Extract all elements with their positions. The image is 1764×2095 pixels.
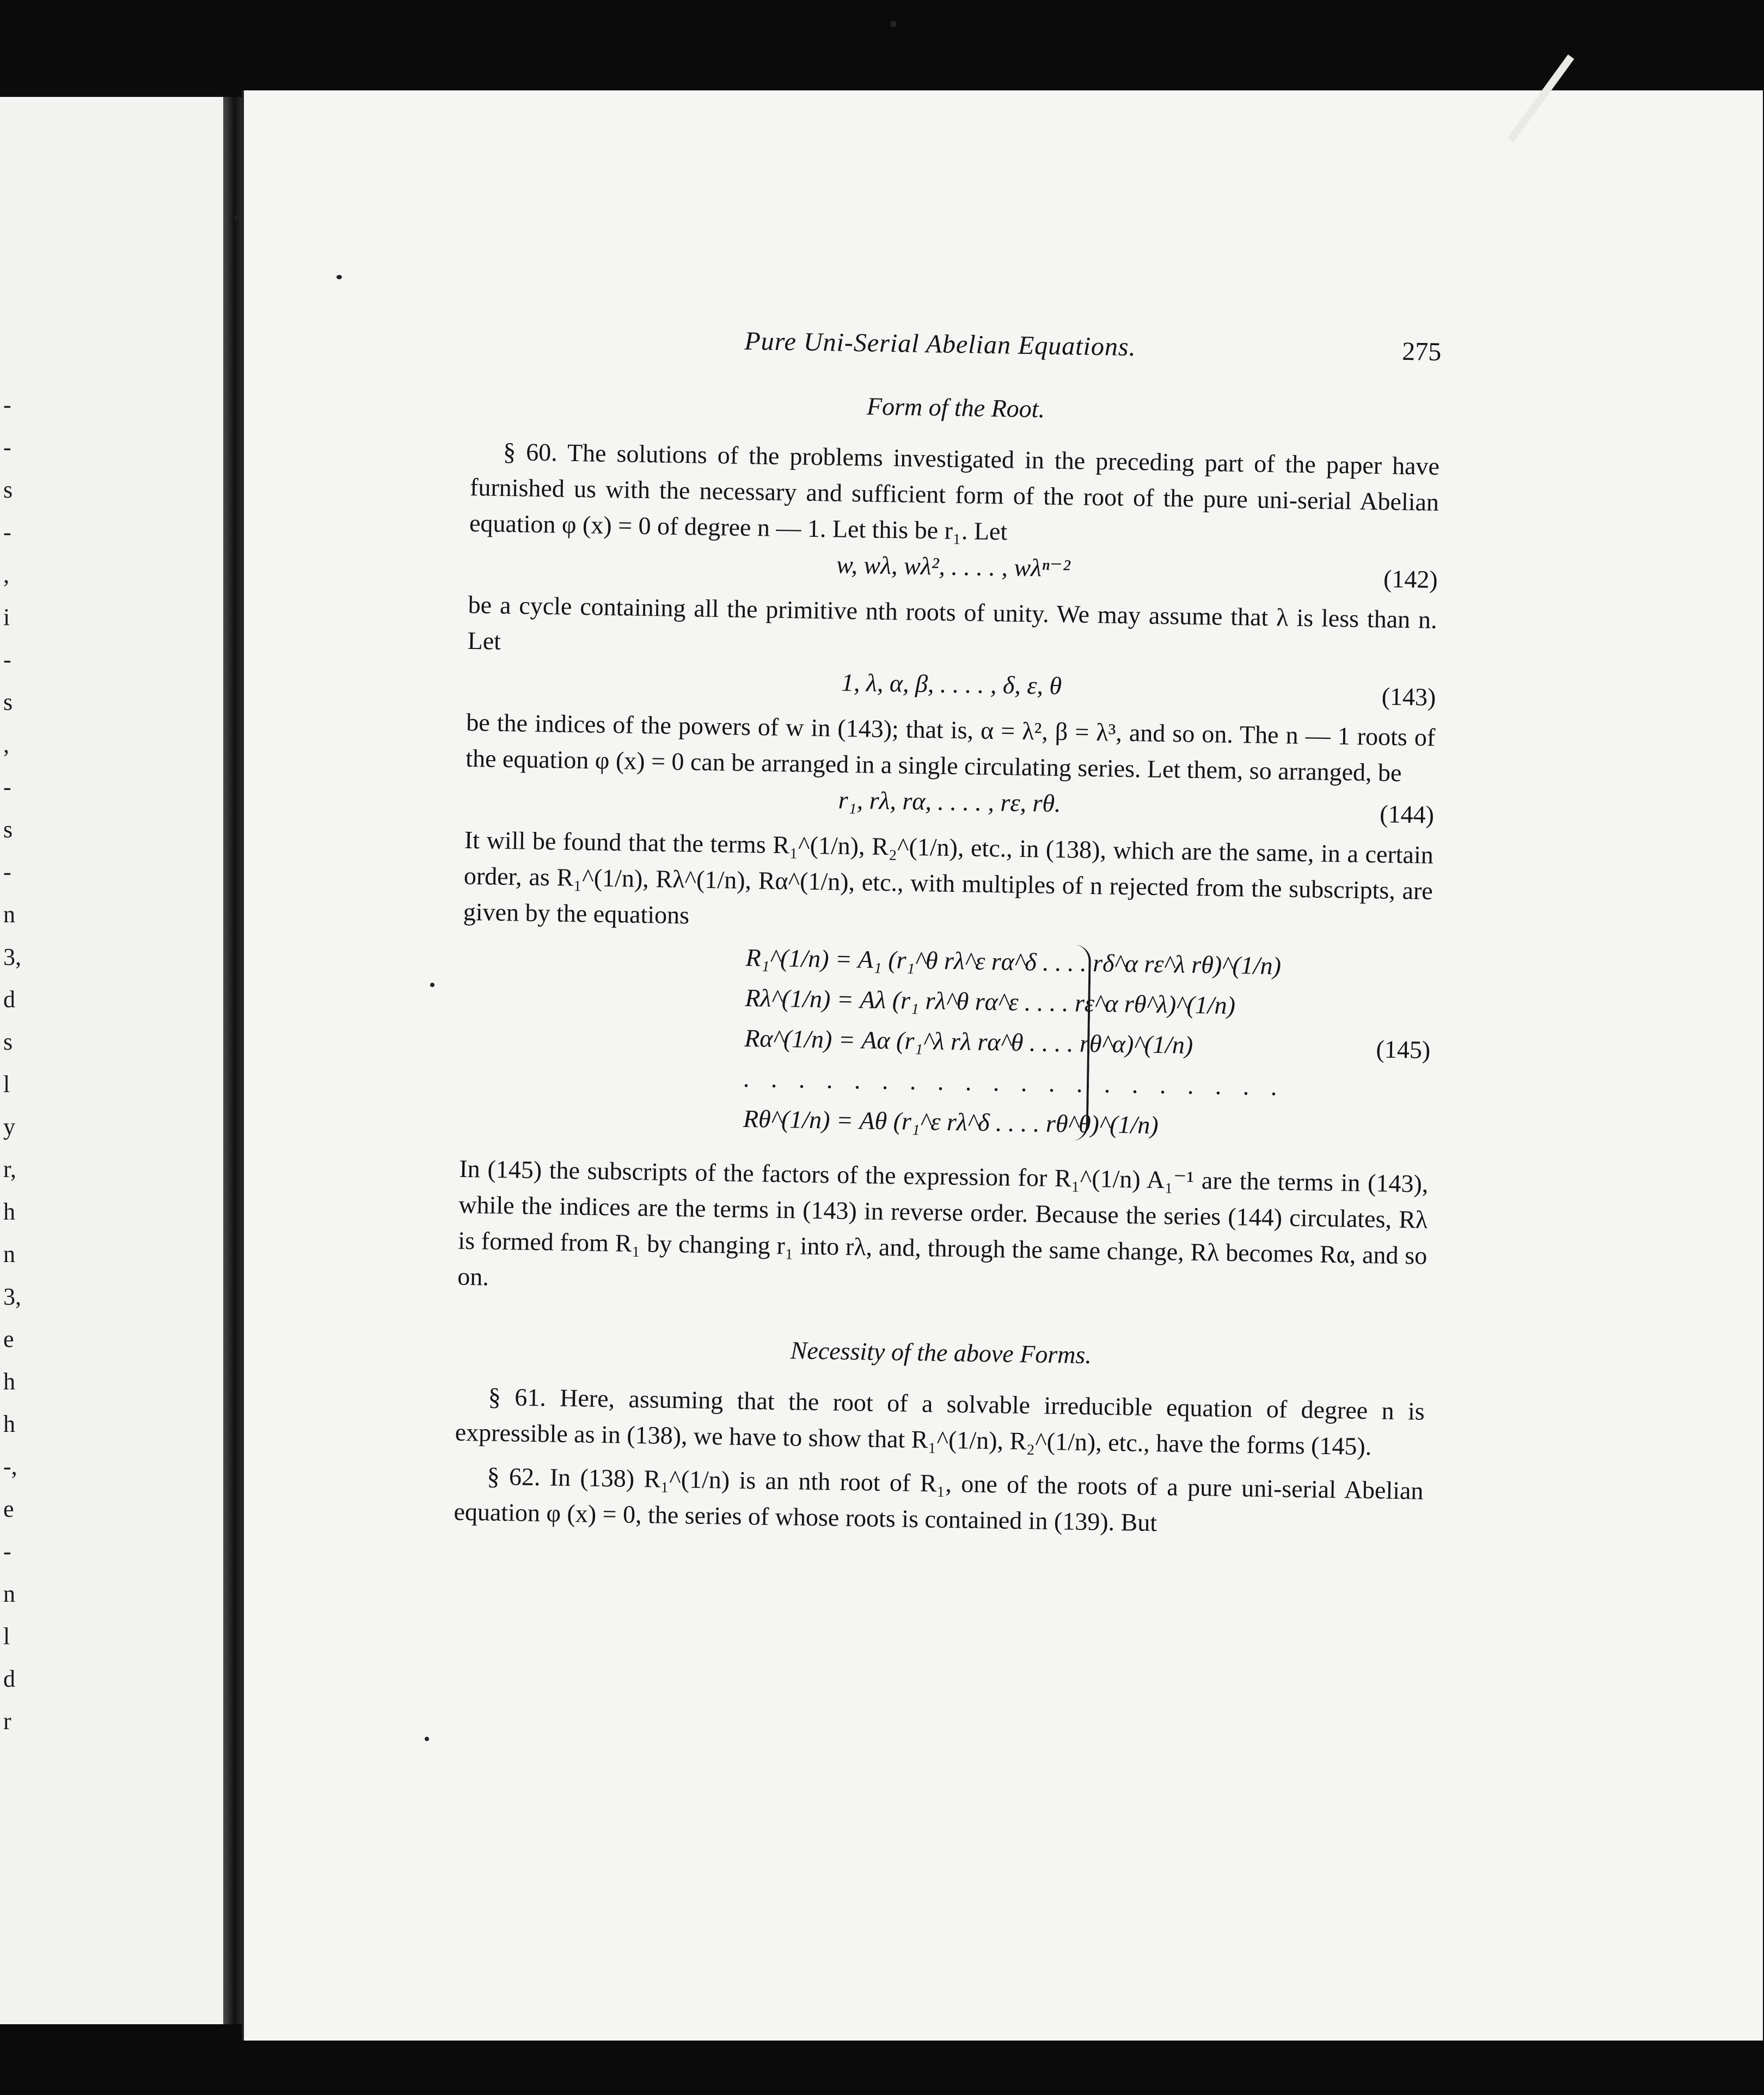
running-head <box>472 319 1442 378</box>
paragraph-60e: In (145) the subscripts of the factors of the expression for R₁^(1/n) A₁⁻¹ are the terms in (143), while the indices are the terms in (143) in reverse order. Because the series (144) circulates, Rλ is formed from R₁ by changing r₁ into rλ, and, through the same change, Rλ becomes Rα, and so on. <box>457 1154 1429 1291</box>
margin-char: s <box>3 816 13 843</box>
speck <box>890 21 897 27</box>
margin-char: e <box>3 1326 14 1352</box>
equation-145-line: Rα^(1/n) = Aα (r₁^λ rλ rα^θ . . . . rθ^α)^(1/n) <box>744 1024 1193 1059</box>
margin-char: y <box>3 1113 15 1140</box>
margin-char: - <box>3 434 11 461</box>
paragraph-60d: It will be found that the terms R₁^(1/n), R₂^(1/n), etc., in (138), which are the same, in a certain order, as R₁^(1/n), Rλ^(1/n), Rα^(1/n), etc., with multiples of n rejected from the subscripts, are given by the equations <box>463 825 1434 929</box>
margin-char: -, <box>3 1453 17 1480</box>
margin-char: - <box>3 519 11 546</box>
margin-char: - <box>3 391 11 418</box>
margin-char: n <box>3 1581 15 1607</box>
margin-char: i <box>3 604 10 630</box>
section-title-necessity: Necessity of the above Forms. <box>790 1336 1092 1369</box>
paragraph-60c: be the indices of the powers of w in (143); that is, α = λ², β = λ³, and so on. The n — 1 roots of the equation φ (x) = 0 can be arranged in a single circulating series. Let them, so arranged, be <box>465 708 1436 787</box>
margin-char: h <box>3 1368 15 1395</box>
equation-145-ellipsis: . . . . . . . . . . . . . . . . . . . . <box>743 1064 1285 1101</box>
paragraph-60a: § 60. The solutions of the problems investigated in the preceding part of the paper have furnished us with the necessary and sufficient form of the root of the pure uni-serial Abelian equation φ (x) = 0 of degree n — 1. Let this be r₁. Let <box>469 437 1440 546</box>
equation-142-body: w, wλ, wλ², . . . . , wλⁿ⁻² <box>836 550 1071 583</box>
speck <box>425 1737 429 1741</box>
equation-145-line: Rθ^(1/n) = Aθ (r₁^ε rλ^δ . . . . rθ^θ)^(1/n) <box>743 1104 1159 1139</box>
margin-char: r <box>3 1708 11 1735</box>
page-number: 275 <box>1401 336 1442 366</box>
facing-page-margin-text <box>0 97 33 2024</box>
margin-char: l <box>3 1071 10 1098</box>
margin-char: , <box>3 561 9 588</box>
margin-char: - <box>3 859 11 885</box>
margin-char: h <box>3 1411 15 1437</box>
equation-144-body: r₁, rλ, rα, . . . . , rε, rθ. <box>838 786 1061 818</box>
paragraph-60b: be a cycle containing all the primitive nth roots of unity. We may assume that λ is less than n. Let <box>467 590 1437 655</box>
margin-char: 3, <box>3 944 21 970</box>
margin-char: s <box>3 476 13 503</box>
right-brace <box>1069 945 1091 1141</box>
margin-char: h <box>3 1198 15 1225</box>
margin-char: d <box>3 986 15 1013</box>
margin-char: s <box>3 689 13 715</box>
margin-char: n <box>3 901 15 928</box>
margin-char: e <box>3 1496 14 1522</box>
margin-char: 3, <box>3 1283 21 1310</box>
equation-system-145 <box>460 935 1432 1157</box>
margin-char: l <box>3 1623 10 1650</box>
equation-143-body: 1, λ, α, β, . . . . , δ, ε, θ <box>841 668 1062 700</box>
paragraph-61: § 61. Here, assuming that the root of a solvable irreducible equation of degree n is expressible as in (138), we have to show that R₁^(1/n), R₂^(1/n), etc., have the forms (145). <box>455 1382 1425 1461</box>
equation-145-line: Rλ^(1/n) = Aλ (r₁ rλ^θ rα^ε . . . . rε^α rθ^λ)^(1/n) <box>745 984 1236 1020</box>
book-gutter <box>223 97 242 2024</box>
paragraph-62: § 62. In (138) R₁^(1/n) is an nth root of R₁, one of the roots of a pure uni-serial Abelian equation φ (x) = 0, the series of whose roots is contained in (139). But <box>454 1462 1424 1537</box>
margin-char: - <box>3 1538 11 1565</box>
page-content <box>454 319 1442 1545</box>
speck <box>430 983 434 987</box>
margin-char: s <box>3 1028 13 1055</box>
equation-142-number: (142) <box>1383 565 1438 593</box>
book-page <box>242 90 1763 2041</box>
equation-145-lines <box>743 940 1287 1150</box>
equation-143-number: (143) <box>1381 682 1436 711</box>
facing-page-edge <box>0 97 226 2024</box>
speck <box>336 275 342 279</box>
speck <box>234 215 238 219</box>
section-title-form: Form of the Root. <box>866 392 1045 423</box>
margin-char: - <box>3 646 11 673</box>
equation-144-number: (144) <box>1379 800 1435 829</box>
equation-145-line: R₁^(1/n) = A₁ (r₁^θ rλ^ε rα^δ . . . . rδ^α rε^λ rθ)^(1/n) <box>745 944 1282 980</box>
running-head-title: Pure Uni-Serial Abelian Equations. <box>744 326 1137 362</box>
equation-145-number: (145) <box>1376 1035 1431 1064</box>
margin-char: d <box>3 1665 15 1692</box>
margin-char: n <box>3 1241 15 1267</box>
margin-char: - <box>3 774 11 800</box>
margin-char: r, <box>3 1156 16 1183</box>
margin-char: , <box>3 731 9 758</box>
